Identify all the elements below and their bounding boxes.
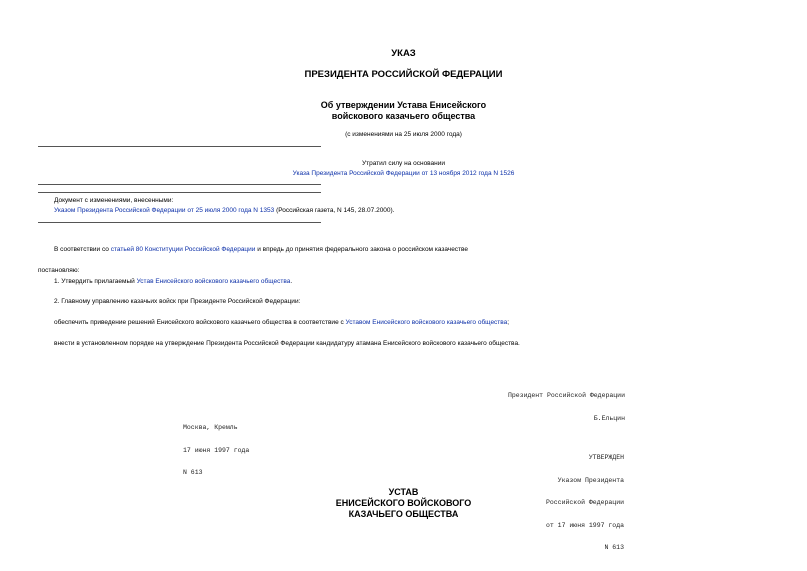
signature-position: Президент Российской Федерации — [507, 392, 625, 399]
item-1-end: . — [290, 278, 293, 285]
issuer-title: ПРЕЗИДЕНТА РОССИЙСКОЙ ФЕДЕРАЦИИ — [304, 69, 503, 80]
invalidated-label: Утратил силу на основании — [361, 160, 446, 167]
charter-link[interactable]: Устав Енисейского войскового казачьего общества — [136, 278, 291, 285]
approved-line-1: УТВЕРЖДЕН — [588, 454, 624, 461]
amendments-line — [54, 207, 395, 215]
divider — [38, 184, 321, 185]
amendments-source: (Российская газета, N 145, 28.07.2000). — [274, 207, 395, 214]
approved-line-4: от 17 июня 1997 года — [545, 521, 624, 529]
constitution-article-link[interactable]: статьей 80 Конституции Российской Федерации — [110, 246, 256, 253]
divider — [38, 192, 321, 193]
preamble-start: В соответствии со — [54, 246, 111, 253]
charter-title-line-3: КАЗАЧЬЕГО ОБЩЕСТВА — [348, 509, 459, 519]
decree-word: постановляю: — [38, 267, 80, 274]
place: Москва, Кремль — [183, 424, 238, 431]
signature-name: Б.Ельцин — [593, 414, 625, 422]
approved-line-3: Российской Федерации — [545, 499, 624, 506]
preamble-end: и впредь до принятия федерального закона о российском казачестве — [255, 246, 469, 253]
divider — [38, 222, 321, 223]
item-1-start: 1. Утвердить прилагаемый — [54, 278, 137, 285]
item-2: 2. Главному управлению казачьих войск при Президенте Российской Федерации: — [54, 298, 301, 305]
signature-block — [508, 377, 625, 437]
document-type: УКАЗ — [391, 48, 416, 59]
charter-title-line-2: ЕНИСЕЙСКОГО ВОЙСКОВОГО — [335, 498, 472, 508]
changes-note: (с изменениями на 25 июля 2000 года) — [345, 131, 462, 138]
amending-decree-link[interactable]: Указом Президента Российской Федерации от 25 июля 2000 года N 1353 — [54, 207, 275, 214]
decree-number: N 613 — [183, 469, 203, 476]
item-1 — [54, 278, 292, 286]
approved-line-5: N 613 — [604, 544, 624, 551]
charter-link-2[interactable]: Уставом Енисейского войскового казачьего общества — [345, 319, 508, 326]
item-2b: внести в установленном порядке на утверждение Президента Российской Федерации кандидатуру атамана Енисейского войскового казачьего общества. — [54, 340, 520, 347]
decree-title-line-1: Об утверждении Устава Енисейского — [320, 100, 487, 110]
place-date-block — [183, 409, 249, 492]
charter-title-line-1: УСТАВ — [388, 487, 419, 497]
amendments-label: Документ с изменениями, внесенными: — [54, 197, 174, 204]
decree-title-line-2: войскового казачьего общества — [331, 111, 476, 121]
item-2a-start: обеспечить приведение решений Енисейского войскового казачьего общества в соответствие с — [54, 319, 346, 326]
date: 17 июня 1997 года — [183, 446, 250, 454]
invalidating-decree-link[interactable]: Указа Президента Российской Федерации от 13 ноября 2012 года N 1526 — [292, 170, 515, 177]
divider — [38, 146, 321, 147]
item-2a — [54, 319, 509, 327]
approved-line-2: Указом Президента — [557, 476, 624, 484]
preamble — [54, 246, 468, 254]
item-2a-end: ; — [507, 319, 510, 326]
